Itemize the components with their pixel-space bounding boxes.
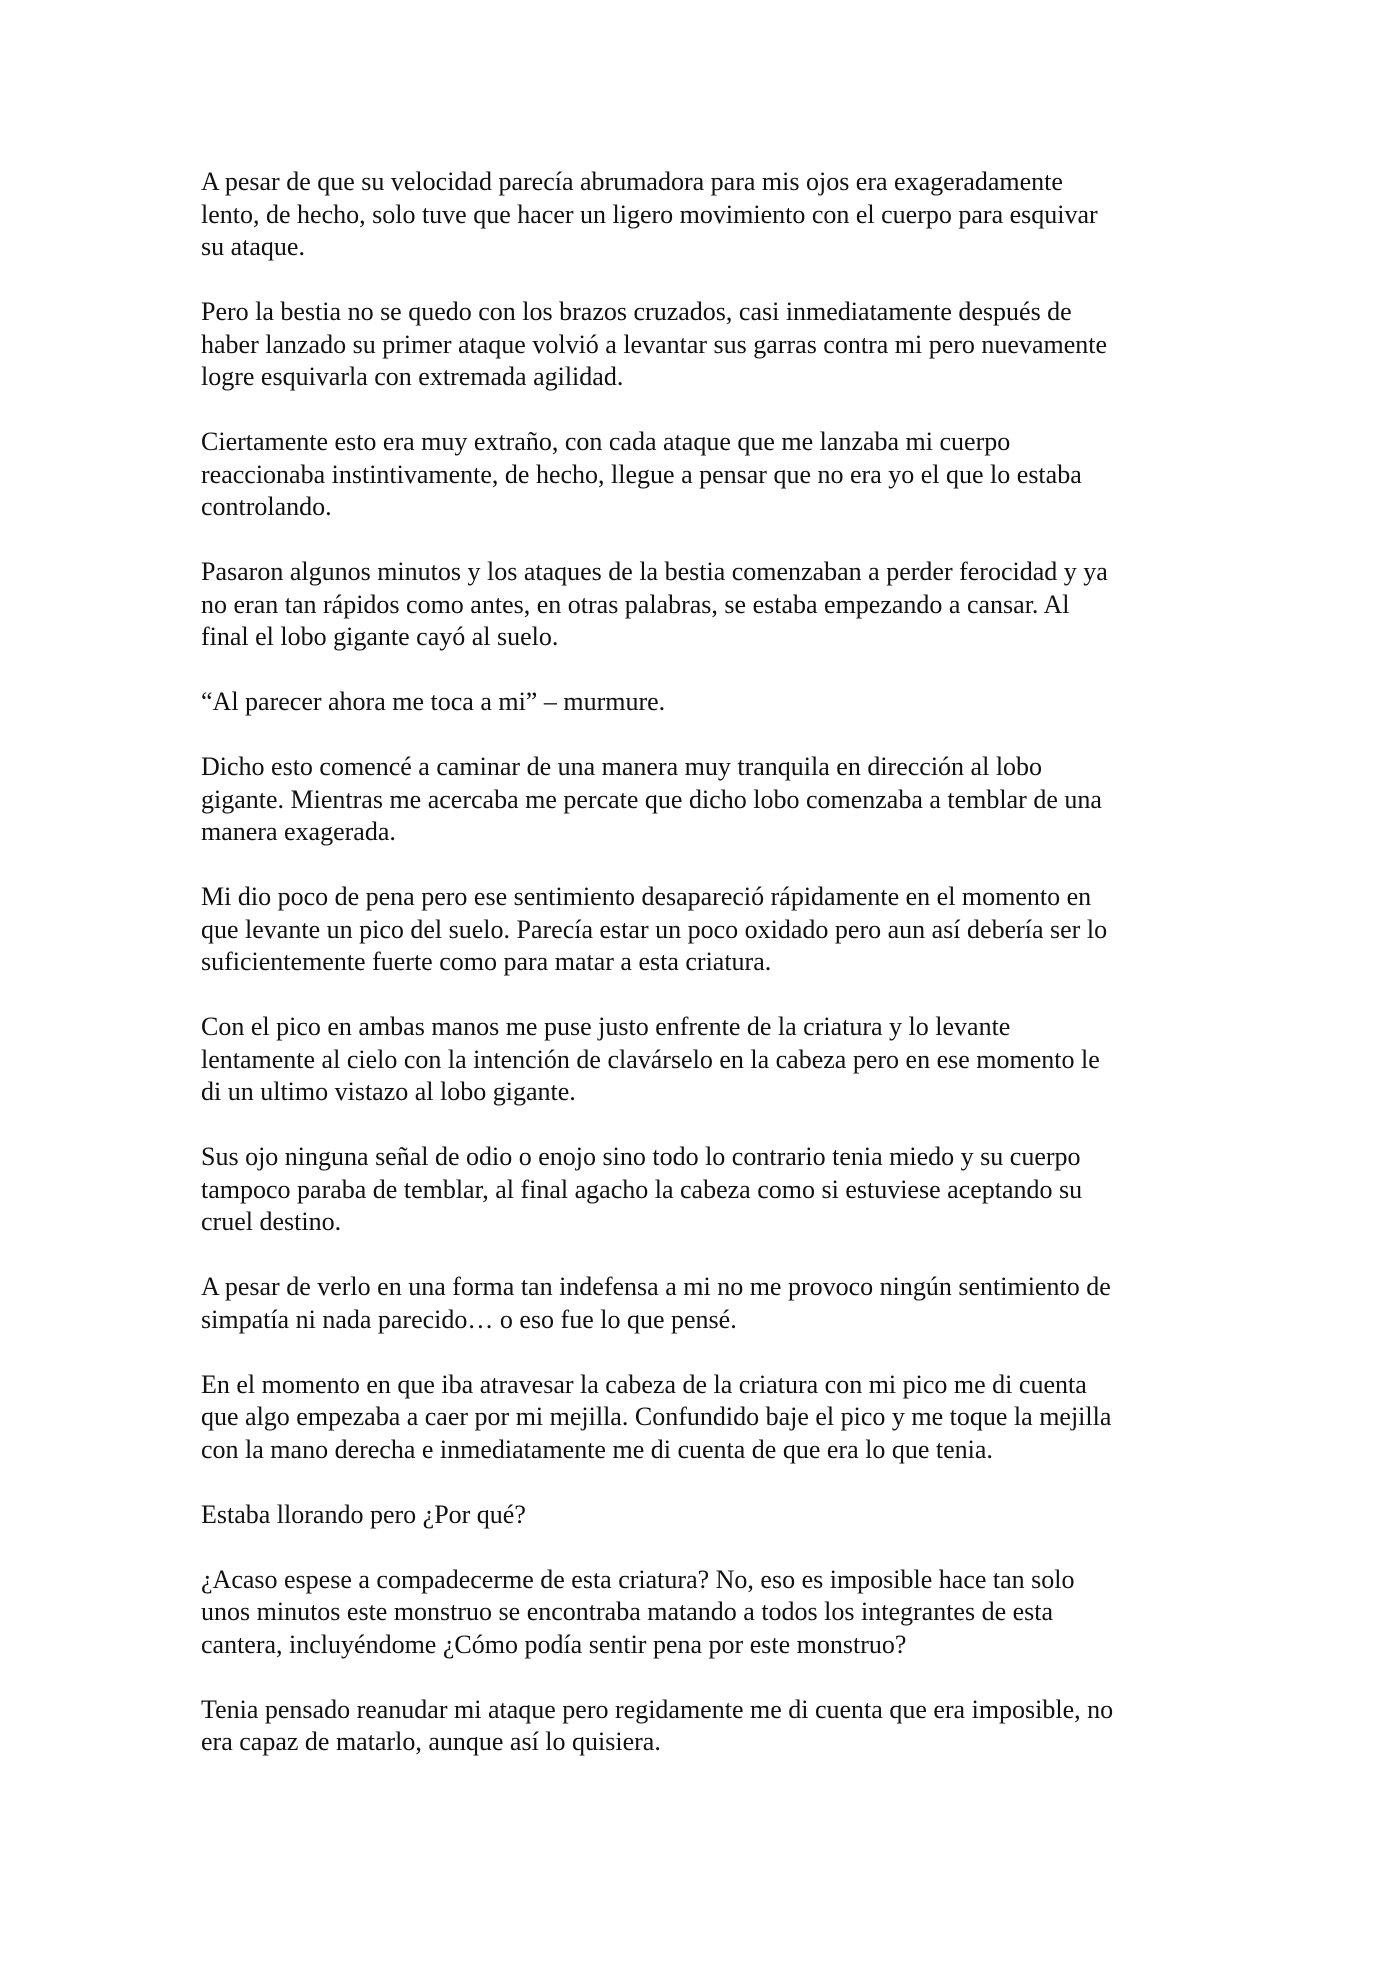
paragraph: Ciertamente esto era muy extraño, con cada ataque que me lanzaba mi cuerpo reaccionaba instintivamente, de hecho, llegue a pensar que no era yo el que lo estaba controlando.	[201, 427, 1082, 521]
paragraph: ¿Acaso espese a compadecerme de esta criatura? No, eso es imposible hace tan solo unos minutos este monstruo se encontraba matando a todos los integrantes de esta cantera, incluyéndome ¿Cómo podía sentir pena por este monstruo?	[201, 1564, 1075, 1659]
paragraph: Dicho esto comencé a caminar de una manera muy tranquila en dirección al lobo gigante. Mientras me acercaba me percate que dicho lobo comenzaba a temblar de una manera exagerada.	[201, 752, 1102, 846]
paragraph: “Al parecer ahora me toca a mi” – murmure.	[201, 687, 666, 716]
paragraph: En el momento en que iba atravesar la cabeza de la criatura con mi pico me di cuenta que algo empezaba a caer por mi mejilla. Confundido baje el pico y me toque la mejilla con la mano derecha e inmediatamente me di cuenta de que era lo que tenia.	[201, 1369, 1112, 1464]
paragraph: Tenia pensado reanudar mi ataque pero regidamente me di cuenta que era imposible, no era capaz de matarlo, aunque así lo quisiera.	[201, 1694, 1114, 1756]
paragraph: A pesar de verlo en una forma tan indefensa a mi no me provoco ningún sentimiento de simpatía ni nada parecido… o eso fue lo que pensé.	[201, 1272, 1111, 1334]
paragraph: Estaba llorando pero ¿Por qué?	[201, 1499, 526, 1529]
paragraph: Pero la bestia no se quedo con los brazos cruzados, casi inmediatamente después de haber lanzado su primer ataque volvió a levantar sus garras contra mi pero nuevamente logre esquivarla con extremada agilidad.	[201, 297, 1108, 391]
paragraph: Sus ojo ninguna señal de odio o enojo sino todo lo contrario tenia miedo y su cuerpo tampoco paraba de temblar, al final agacho la cabeza como si estuviese aceptando su cruel destino.	[201, 1142, 1083, 1236]
paragraph: Pasaron algunos minutos y los ataques de la bestia comenzaban a perder ferocidad y ya no eran tan rápidos como antes, en otras palabras, se estaba empezando a cansar. Al final el lobo gigante cayó al suelo.	[201, 557, 1108, 651]
paragraph: Con el pico en ambas manos me puse justo enfrente de la criatura y lo levante lentamente al cielo con la intención de clavárselo en la cabeza pero en ese momento le di un ultimo vistazo al lobo gigante.	[201, 1012, 1100, 1106]
paragraph: Mi dio poco de pena pero ese sentimiento desapareció rápidamente en el momento en que levante un pico del suelo. Parecía estar un poco oxidado pero aun así debería ser lo suficientemente fuerte como para matar a esta criatura.	[201, 882, 1108, 976]
paragraph: A pesar de que su velocidad parecía abrumadora para mis ojos era exageradamente lento, de hecho, solo tuve que hacer un ligero movimiento con el cuerpo para esquivar su ataque.	[201, 167, 1098, 261]
document-body	[201, 166, 1201, 1791]
